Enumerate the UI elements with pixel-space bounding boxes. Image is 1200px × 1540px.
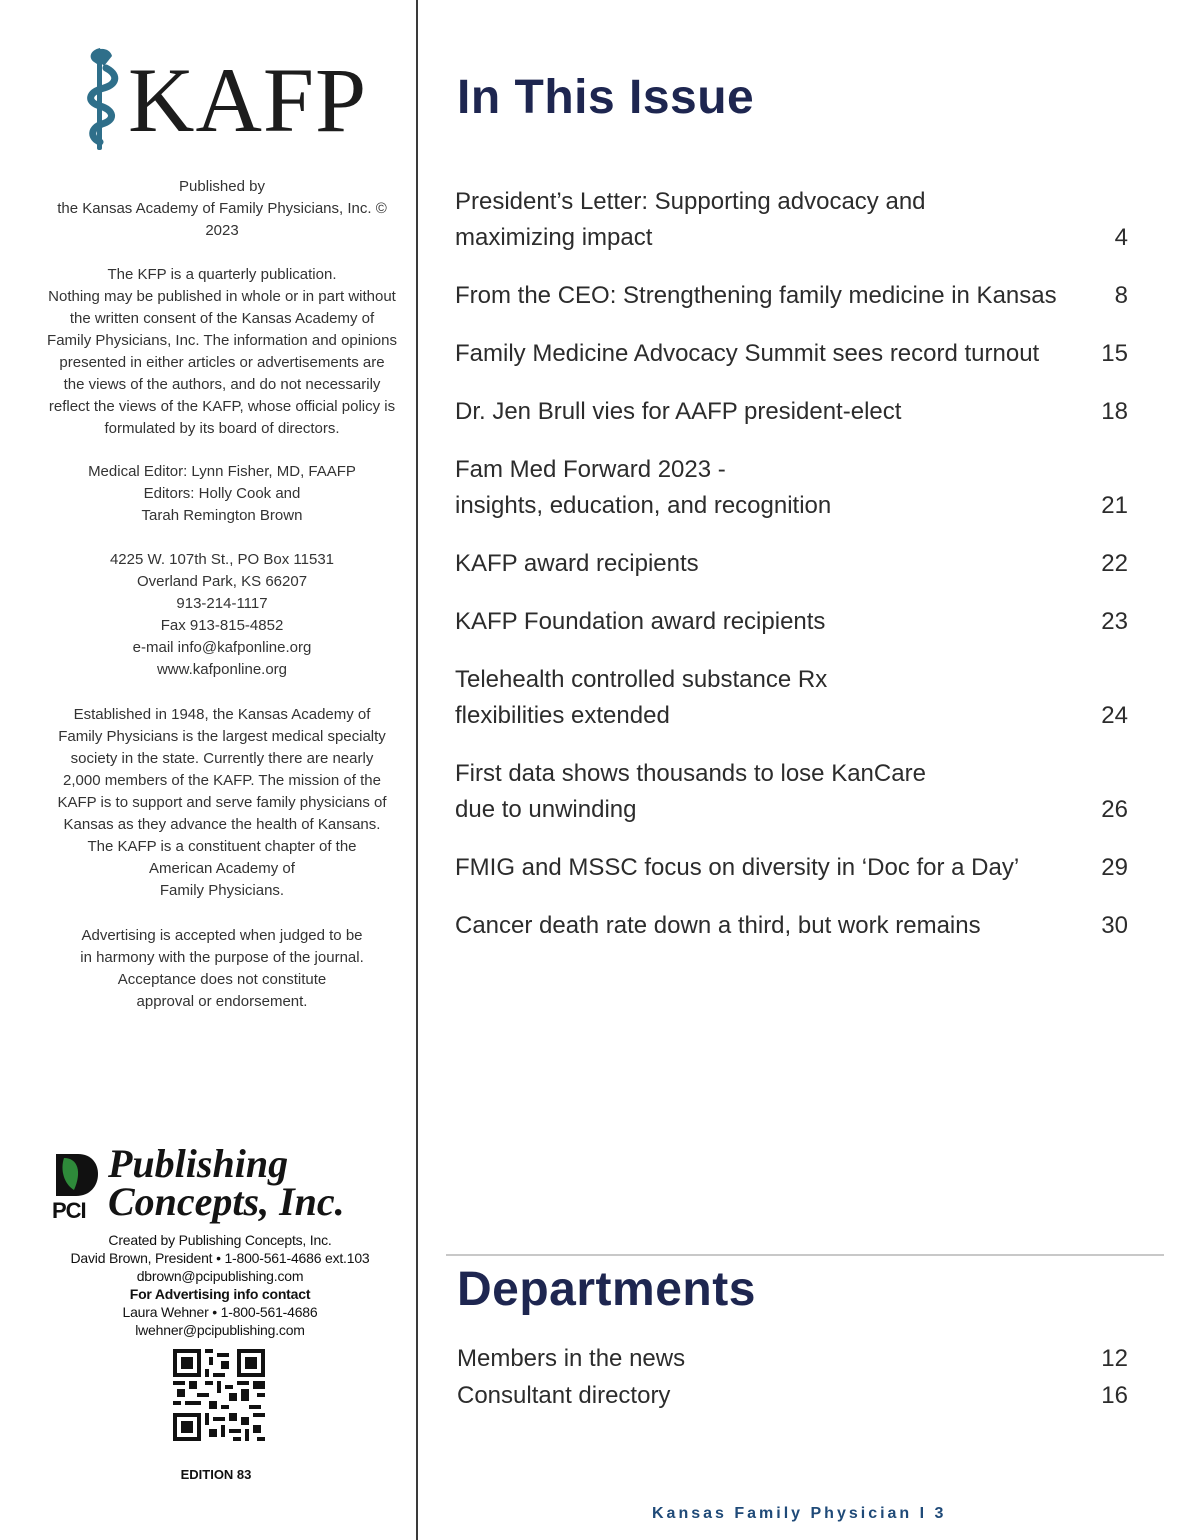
toc-title-line: Cancer death rate down a third, but work remains (455, 912, 981, 939)
website-line: www.kafponline.org (156, 661, 288, 678)
kafp-logo (78, 44, 378, 159)
info-line: in harmony with the purpose of the journal. (80, 949, 364, 966)
in-this-issue-heading: In This Issue (457, 71, 755, 124)
info-line: Family Physicians is the largest medical specialty (58, 728, 386, 745)
toc-page-number: 29 (1101, 854, 1128, 881)
toc-item[interactable] (455, 336, 1130, 372)
toc-item[interactable] (455, 662, 1130, 734)
info-line: Advertising is accepted when judged to be (81, 927, 363, 944)
toc-item-title (455, 394, 1130, 430)
pci-letters: PCI (52, 1198, 86, 1223)
info-line: Nothing may be published in whole or in part without (48, 288, 396, 305)
toc-item[interactable] (455, 546, 1130, 582)
about-block (22, 704, 422, 902)
toc-item[interactable] (455, 452, 1130, 524)
toc-item-title (455, 184, 1130, 256)
info-line: reflect the views of the KAFP, whose official policy is (48, 398, 396, 415)
toc-item-title (455, 336, 1130, 372)
toc-page-number: 30 (1101, 912, 1128, 939)
info-line: formulated by its board of directors. (104, 420, 340, 437)
toc-page-number: 21 (1101, 492, 1128, 519)
toc-item[interactable] (455, 908, 1130, 944)
info-line: Established in 1948, the Kansas Academy of (73, 706, 371, 723)
toc-title-line: President’s Letter: Supporting advocacy and (455, 188, 926, 215)
fax-line: Fax 913-815-4852 (160, 617, 284, 634)
phone-line: 913-214-1117 (176, 595, 268, 612)
info-line: KAFP is to support and serve family physicians of (57, 794, 387, 811)
page-footer: Kansas Family Physician I 3 (652, 1505, 947, 1522)
info-line: approval or endorsement. (136, 993, 308, 1010)
department-page-number: 12 (1101, 1345, 1128, 1372)
pci-contact-block (20, 1231, 420, 1339)
info-line: Published by (179, 178, 265, 195)
info-line: Kansas as they advance the health of Kansans. (63, 816, 381, 833)
toc-item[interactable] (455, 184, 1130, 256)
info-line: 2023 (205, 222, 239, 239)
toc-page-number: 26 (1101, 796, 1128, 823)
info-line: society in the state. Currently there are nearly (70, 750, 374, 767)
published-by-block (22, 176, 422, 242)
kafp-logo-text: KAFP (128, 49, 368, 151)
toc-item[interactable] (455, 394, 1130, 430)
toc-title-line: maximizing impact (455, 224, 653, 251)
info-line: The KAFP is a constituent chapter of the (87, 838, 357, 855)
president-email: dbrown@pcipublishing.com (136, 1268, 304, 1284)
department-page-number: 16 (1101, 1382, 1128, 1409)
toc-item-title (455, 452, 1130, 524)
toc-item-title (455, 756, 1130, 828)
info-line: Family Physicians. (159, 882, 285, 899)
departments-divider (446, 1254, 1164, 1256)
departments-list (457, 1340, 1130, 1414)
toc-title-line: KAFP award recipients (455, 550, 699, 577)
info-line: presented in either articles or advertisements are (59, 354, 385, 371)
ad-contact-line: Laura Wehner • 1-800-561-4686 (122, 1304, 318, 1320)
info-line: the views of the authors, and do not necessarily (63, 376, 381, 393)
staff-of-asclepius-icon (78, 44, 122, 156)
info-line: American Academy of (149, 860, 295, 877)
info-line: Family Physicians, Inc. The information and opinions (47, 332, 397, 349)
table-of-contents (455, 184, 1130, 966)
toc-page-number: 15 (1101, 340, 1128, 367)
departments-heading: Departments (457, 1263, 756, 1316)
email-line: e-mail info@kafponline.org (132, 639, 312, 656)
department-item[interactable] (457, 1340, 1130, 1377)
toc-page-number: 18 (1101, 398, 1128, 425)
toc-page-number: 8 (1114, 282, 1128, 309)
toc-title-line: due to unwinding (455, 796, 637, 823)
info-line: Tarah Remington Brown (141, 507, 303, 524)
toc-page-number: 22 (1101, 550, 1128, 577)
toc-item-title (455, 604, 1130, 640)
pci-wordmark-line: Publishing (108, 1141, 289, 1186)
toc-item[interactable] (455, 850, 1130, 886)
column-divider (416, 0, 418, 1540)
address-line: 4225 W. 107th St., PO Box 11531 (109, 551, 335, 568)
advertising-heading: For Advertising info contact (129, 1286, 311, 1302)
advertising-block (22, 925, 422, 1013)
toc-item[interactable] (455, 756, 1130, 828)
toc-page-number: 23 (1101, 608, 1128, 635)
toc-item-title (455, 850, 1130, 886)
info-line: The KFP is a quarterly publication. (107, 266, 337, 283)
contact-block (22, 549, 422, 681)
info-line: 2,000 members of the KAFP. The mission of the (63, 772, 381, 789)
info-line: Medical Editor: Lynn Fisher, MD, FAAFP (88, 463, 356, 480)
toc-item-title (455, 546, 1130, 582)
toc-item-title (455, 908, 1130, 944)
toc-title-line: insights, education, and recognition (455, 492, 832, 519)
editors-block (22, 461, 422, 527)
toc-page-number: 4 (1114, 224, 1128, 251)
president-line: David Brown, President • 1-800-561-4686 ext.103 (70, 1250, 370, 1266)
ad-contact-email: lwehner@pcipublishing.com (135, 1322, 305, 1338)
toc-item[interactable] (455, 604, 1130, 640)
masthead-column (0, 0, 418, 1540)
toc-title-line: Family Medicine Advocacy Summit sees record turnout (455, 340, 1040, 367)
pci-wordmark (108, 1141, 345, 1224)
pci-leaf-icon (52, 1150, 100, 1198)
department-item[interactable] (457, 1377, 1130, 1414)
toc-title-line: Telehealth controlled substance Rx (455, 666, 828, 693)
toc-page-number: 24 (1101, 702, 1128, 729)
toc-title-line: Dr. Jen Brull vies for AAFP president-elect (455, 398, 902, 425)
edition-label: EDITION 83 (180, 1467, 252, 1482)
pci-wordmark-line: Concepts, Inc. (108, 1179, 345, 1224)
toc-title-line: Fam Med Forward 2023 - (455, 456, 726, 483)
info-line: the written consent of the Kansas Academy of (69, 310, 375, 327)
toc-title-line: From the CEO: Strengthening family medicine in Kansas (455, 282, 1057, 309)
department-title: Members in the news (457, 1345, 686, 1372)
qr-code-icon (173, 1349, 265, 1441)
toc-title-line: First data shows thousands to lose KanCare (455, 760, 926, 787)
department-title: Consultant directory (457, 1382, 671, 1409)
address-line: Overland Park, KS 66207 (136, 573, 308, 590)
toc-item-title (455, 662, 1130, 734)
toc-title-line: KAFP Foundation award recipients (455, 608, 826, 635)
toc-item-title (455, 278, 1130, 314)
pci-logo (52, 1141, 392, 1228)
toc-title-line: FMIG and MSSC focus on diversity in ‘Doc for a Day’ (455, 854, 1020, 881)
created-by-line: Created by Publishing Concepts, Inc. (108, 1232, 332, 1248)
toc-item[interactable] (455, 278, 1130, 314)
toc-title-line: flexibilities extended (455, 702, 670, 729)
info-line: Editors: Holly Cook and (143, 485, 301, 502)
info-line: Acceptance does not constitute (117, 971, 327, 988)
publication-notice-block (22, 264, 422, 440)
info-line: the Kansas Academy of Family Physicians, Inc. © (57, 200, 387, 217)
